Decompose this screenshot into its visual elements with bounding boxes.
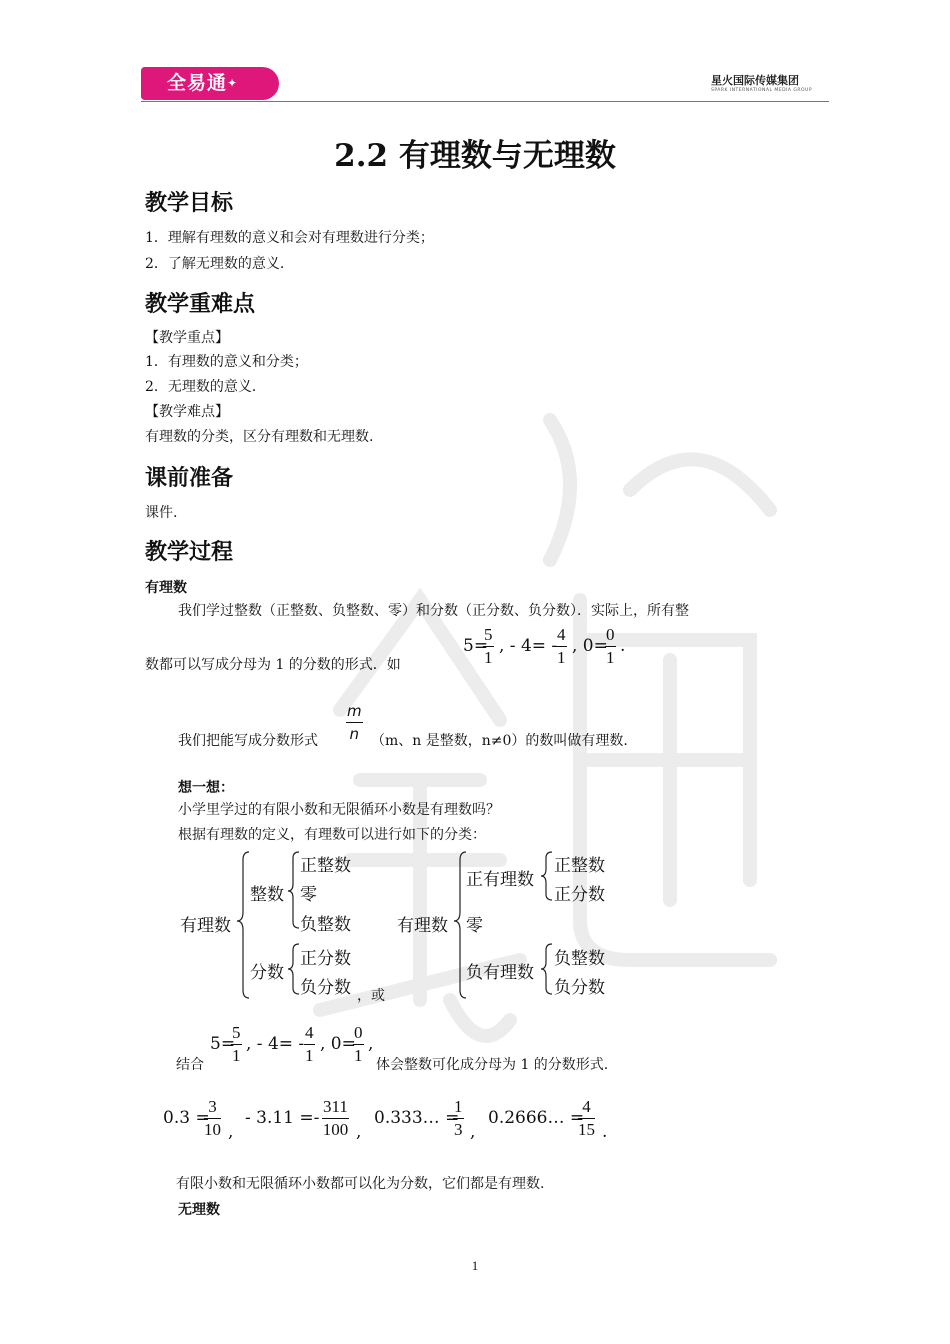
tree1-fraction: 分数 — [250, 963, 284, 983]
prep-text: 课件. — [145, 505, 178, 521]
definition-pre: 我们把能写成分数形式 — [178, 733, 318, 749]
tree1-neg-frac: 负分数 — [300, 978, 351, 998]
tree2-neg-frac: 负分数 — [554, 978, 605, 998]
eq2-comma-1: , — [228, 1122, 234, 1142]
eq1b-part-b: , - 4= - — [246, 1034, 305, 1054]
eq2-part-d: 0.2666… = — [488, 1108, 585, 1128]
eq2-frac-3: $\frac{1}{3}$ — [454, 1097, 463, 1139]
tree1-zero: 零 — [300, 885, 317, 905]
focus-label: 【教学重点】 — [145, 330, 229, 346]
subheading-irrational: 无理数 — [178, 1202, 220, 1218]
goal-item-1: 1．理解有理数的意义和会对有理数进行分类； — [145, 230, 434, 246]
tree2-zero: 零 — [466, 916, 483, 936]
process-heading: 教学过程 — [145, 540, 234, 565]
focus-item-2: 2．无理数的意义． — [145, 379, 266, 395]
goal-item-2: 2．了解无理数的意义. — [145, 256, 285, 272]
tree1-root: 有理数 — [180, 916, 231, 936]
eq2-comma-2: , — [356, 1122, 362, 1142]
tree1-integer: 整数 — [250, 885, 284, 905]
classify-intro: 根据有理数的定义，有理数可以进行如下的分类： — [178, 827, 486, 843]
or-text: ，或 — [357, 988, 385, 1004]
keypoints-heading: 教学重难点 — [145, 292, 256, 317]
eq1b-frac-1: $\frac{5}{1}$ — [232, 1023, 241, 1065]
eq2-part-a: 0.3 = — [163, 1108, 210, 1128]
combine-post: 体会整数可化成分母为 1 的分数形式. — [376, 1057, 609, 1073]
brand-name: 星火国际传媒集团 — [711, 74, 799, 87]
tree2-pos: 正有理数 — [466, 870, 534, 890]
tree1-pos-frac: 正分数 — [300, 949, 351, 969]
difficulty-text: 有理数的分类，区分有理数和无理数. — [145, 429, 374, 445]
definition-frac: $\frac{m}{n}$ — [347, 702, 362, 743]
prep-heading: 课前准备 — [145, 466, 234, 491]
think-question: 小学里学过的有限小数和无限循环小数是有理数吗？ — [178, 802, 500, 818]
eq1-end: . — [620, 636, 626, 656]
eq1-part-b: , - 4= - — [499, 636, 558, 656]
tree1-neg-int: 负整数 — [300, 915, 351, 935]
eq2-part-b: - 3.11 =- — [245, 1108, 320, 1128]
eq2-end: . — [602, 1122, 608, 1142]
tree2-neg-int: 负整数 — [554, 949, 605, 969]
goals-heading: 教学目标 — [145, 191, 234, 216]
eq1b-frac-3: $\frac{0}{1}$ — [354, 1023, 363, 1065]
subheading-rational: 有理数 — [145, 580, 187, 596]
combine-pre: 结合 — [176, 1057, 204, 1073]
eq1b-part-c: , 0= — [320, 1034, 356, 1054]
eq2-frac-2: $\frac{311}{100}$ — [322, 1097, 349, 1139]
eq1-frac-2: $\frac{4}{1}$ — [557, 625, 566, 667]
eq2-frac-4: $\frac{4}{15}$ — [578, 1097, 595, 1139]
eq2-frac-1: $\frac{3}{10}$ — [204, 1097, 221, 1139]
eq1-part-c: , 0= — [572, 636, 608, 656]
tree2-pos-frac: 正分数 — [554, 885, 605, 905]
para1-line2: 数都可以写成分母为 1 的分数的形式．如 — [145, 657, 401, 673]
page-number: 1 — [471, 1258, 479, 1273]
header-divider — [141, 101, 829, 102]
conclusion: 有限小数和无限循环小数都可以化为分数，它们都是有理数. — [176, 1176, 545, 1192]
think-label: 想一想： — [178, 780, 234, 796]
eq1-frac-1: $\frac{5}{1}$ — [484, 625, 493, 667]
focus-item-1: 1．有理数的意义和分类； — [145, 354, 308, 370]
eq2-part-c: 0.333… = — [374, 1108, 460, 1128]
eq1b-frac-2: $\frac{4}{1}$ — [305, 1023, 314, 1065]
brand-subtitle: SPARK INTERNATIONAL MEDIA GROUP — [711, 88, 813, 93]
definition-post: （m、n 是整数，n≠0）的数叫做有理数. — [371, 733, 628, 749]
eq1-frac-3: $\frac{0}{1}$ — [606, 625, 615, 667]
page-title: 2.2 有理数与无理数 — [334, 138, 616, 174]
eq1b-comma: , — [368, 1034, 374, 1054]
tree2-pos-int: 正整数 — [554, 856, 605, 876]
tree2-neg: 负有理数 — [466, 963, 534, 983]
eq2-comma-3: , — [470, 1122, 476, 1142]
tree2-root: 有理数 — [397, 916, 448, 936]
para1-line1: 我们学过整数（正整数、负整数、零）和分数（正分数、负分数）．实际上，所有整 — [178, 603, 689, 619]
logo: 全易通✦ — [141, 67, 279, 100]
difficulty-label: 【教学难点】 — [145, 404, 229, 420]
eq1b-part-a: 5= — [210, 1034, 236, 1054]
eq1-part-a: 5= — [463, 636, 489, 656]
tree1-pos-int: 正整数 — [300, 856, 351, 876]
